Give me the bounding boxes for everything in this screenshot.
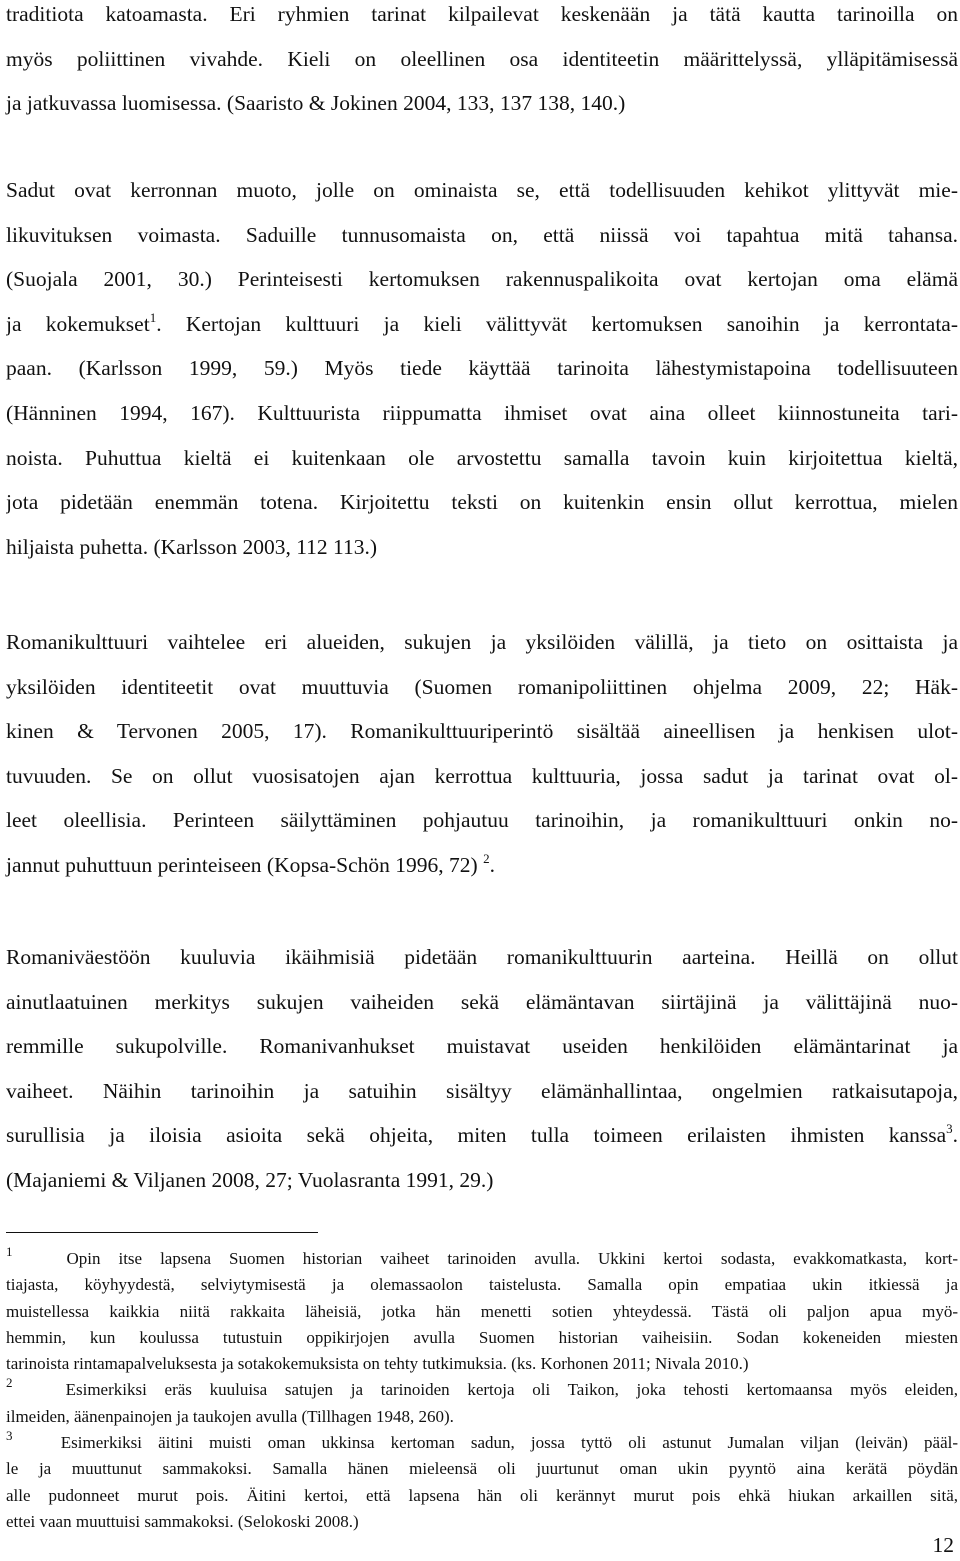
footnote-ref: 3 <box>946 1121 953 1137</box>
text-run: jannut puhuttuun perinteiseen (Kopsa-Schön 1996, 72) <box>6 852 478 877</box>
footnote-line <box>6 1246 958 1272</box>
text-line: likuvituksen voimasta. Saduille tunnusomaista on, että niissä voi tapahtua mitä tahansa. <box>6 222 958 247</box>
text-line: leet oleellisia. Perinteen säilyttäminen pohjautuu tarinoihin, ja romanikulttuuri onkin no- <box>6 808 958 833</box>
paragraph <box>6 935 958 1203</box>
footnote-line: tarinoista rintamapalveluksesta ja sotakokemuksista on tehty tutkimuksia. (ks. Korhonen 2011; Nivala 2010.) <box>6 1354 749 1374</box>
text-line: kinen & Tervonen 2005, 17). Romanikulttuuriperintö sisältää aineellisen ja henkisen ulot- <box>6 719 958 744</box>
text-line: paan. (Karlsson 1999, 59.) Myös tiede käyttää tarinoita lähestymistapoina todellisuuteen <box>6 356 958 381</box>
text-line: vaiheet. Näihin tarinoihin ja satuihin sisältyy elämänhallintaa, ongelmien ratkaisutapoja, <box>6 1078 958 1103</box>
footnote-line: le ja muuttunut sammakoksi. Samalla hänen mieleensä oli juurtunut oman ukin pyyntö aina kerätä pöydän <box>6 1459 958 1479</box>
text-line: tuvuuden. Se on ollut vuosisatojen ajan kerrottua kulttuuria, jossa sadut ja tarinat ovat ol- <box>6 763 958 788</box>
footnote-number: 3 <box>6 1430 13 1444</box>
paragraph <box>6 168 958 569</box>
footnote-number: 2 <box>6 1377 13 1391</box>
footnote-line: ettei vaan muuttuisi sammakoksi. (Selokoski 2008.) <box>6 1511 359 1531</box>
footnotes <box>6 1246 958 1535</box>
text-run: surullisia ja iloisia asioita sekä ohjeita, miten tulla toimeen erilaisten ihmisten kanssa <box>6 1123 947 1148</box>
footnote-line: muistellessa kaikkia niitä rakkaita läheisiä, jotka hän menetti sotien yhteydessä. Tästä oli paljon apua myö- <box>6 1301 958 1321</box>
paragraph <box>6 0 958 126</box>
footnote-number: 1 <box>6 1246 13 1259</box>
footnote-ref: 1 <box>149 309 157 325</box>
text-line: traditiota katoamasta. Eri ryhmien tarinat kilpailevat keskenään ja tätä kautta tarinoilla on <box>6 2 958 26</box>
text-line <box>6 302 958 347</box>
footnote-ref: 2 <box>483 850 490 866</box>
text-line: yksilöiden identiteetit ovat muuttuvia (Suomen romanipoliittinen ohjelma 2009, 22; Häk- <box>6 674 958 699</box>
text-line: noista. Puhuttua kieltä ei kuitenkaan ole arvostettu samalla tavoin kuin kirjoitettua kieltä, <box>6 445 958 470</box>
text-line: ja jatkuvassa luomisessa. (Saaristo & Jokinen 2004, 133, 137 138, 140.) <box>6 91 626 116</box>
text-line: (Hänninen 1994, 167). Kulttuurista riippumatta ihmiset ovat aina olleet kiinnostuneita tari- <box>6 400 958 425</box>
text-run: . <box>952 1123 958 1148</box>
text-line: (Majaniemi & Viljanen 2008, 27; Vuolasranta 1991, 29.) <box>6 1167 494 1192</box>
text-run: . <box>489 852 495 877</box>
text-run: ja kokemukset <box>6 311 150 336</box>
footnote-line: alle pudonneet murut pois. Äitini kertoi, että lapsena hän oli kerännyt murut pois ehkä hiukan arkaillen sitä, <box>6 1485 958 1505</box>
footnote-line: hemmin, kun koulussa tutustuin oppikirjojen avulla Suomen historian vaiheisiin. Sodan kokeneiden miesten <box>6 1327 958 1347</box>
footnote <box>6 1377 958 1430</box>
paragraph <box>6 620 958 888</box>
text-run: . Kertojan kulttuuri ja kieli välittyvät kertomuksen sanoihin ja kerrontata- <box>156 311 958 336</box>
text-line: Romanikulttuuri vaihtelee eri alueiden, sukujen ja yksilöiden välillä, ja tieto on osittaista ja <box>6 630 958 654</box>
text-run: Opin itse lapsena Suomen historian vaiheet tarinoiden avulla. Ukkini kertoi sodasta, evakkomatkasta, kort- <box>66 1249 958 1268</box>
footnote <box>6 1430 958 1535</box>
text-line: Sadut ovat kerronnan muoto, jolle on ominaista se, että todellisuuden kehikot ylittyvät mie- <box>6 178 958 202</box>
text-line: hiljaista puhetta. (Karlsson 2003, 112 113.) <box>6 534 378 559</box>
footnote-line <box>6 1430 958 1456</box>
text-line: ainutlaatuinen merkitys sukujen vaiheiden sekä elämäntavan siirtäjinä ja välittäjinä nuo- <box>6 989 958 1014</box>
page-number: 12 <box>932 1533 954 1557</box>
footnote-line: ilmeiden, äänenpainojen ja taukojen avulla (Tillhagen 1948, 260). <box>6 1406 454 1426</box>
text-line: (Suojala 2001, 30.) Perinteisesti kertomuksen rakennuspalikoita ovat kertojan oma elämä <box>6 267 958 292</box>
text-line: myös poliittinen vivahde. Kieli on oleellinen osa identiteetin määrittelyssä, ylläpitämisessä <box>6 46 958 71</box>
footnote <box>6 1246 958 1377</box>
text-run: Esimerkiksi eräs kuuluisa satujen ja tarinoiden kertoja oli Taikon, joka tehosti kertomaansa myös eleiden, <box>65 1380 958 1400</box>
text-line: Romaniväestöön kuuluvia ikäihmisiä pidetään romanikulttuurin aarteina. Heillä on ollut <box>6 945 958 969</box>
text-line: remmille sukupolville. Romanivanhukset muistavat useiden henkilöiden elämäntarinat ja <box>6 1034 958 1059</box>
text-line <box>6 843 958 888</box>
text-line: jota pidetään enemmän totena. Kirjoitettu teksti on kuitenkin ensin ollut kerrottua, mielen <box>6 490 958 515</box>
footnote-line: tiajasta, köyhyydestä, selviytymisestä ja olemassaolon taistelusta. Samalla opin empatiaa ukin itkiessä ja <box>6 1275 958 1295</box>
footnote-line <box>6 1377 958 1403</box>
text-line <box>6 1113 958 1158</box>
footnote-separator <box>6 1232 318 1233</box>
text-run: Esimerkiksi äitini muisti oman ukkinsa kertoman sadun, jossa tyttö oli astunut Jumalan viljan (leivän) pääl- <box>60 1433 958 1453</box>
